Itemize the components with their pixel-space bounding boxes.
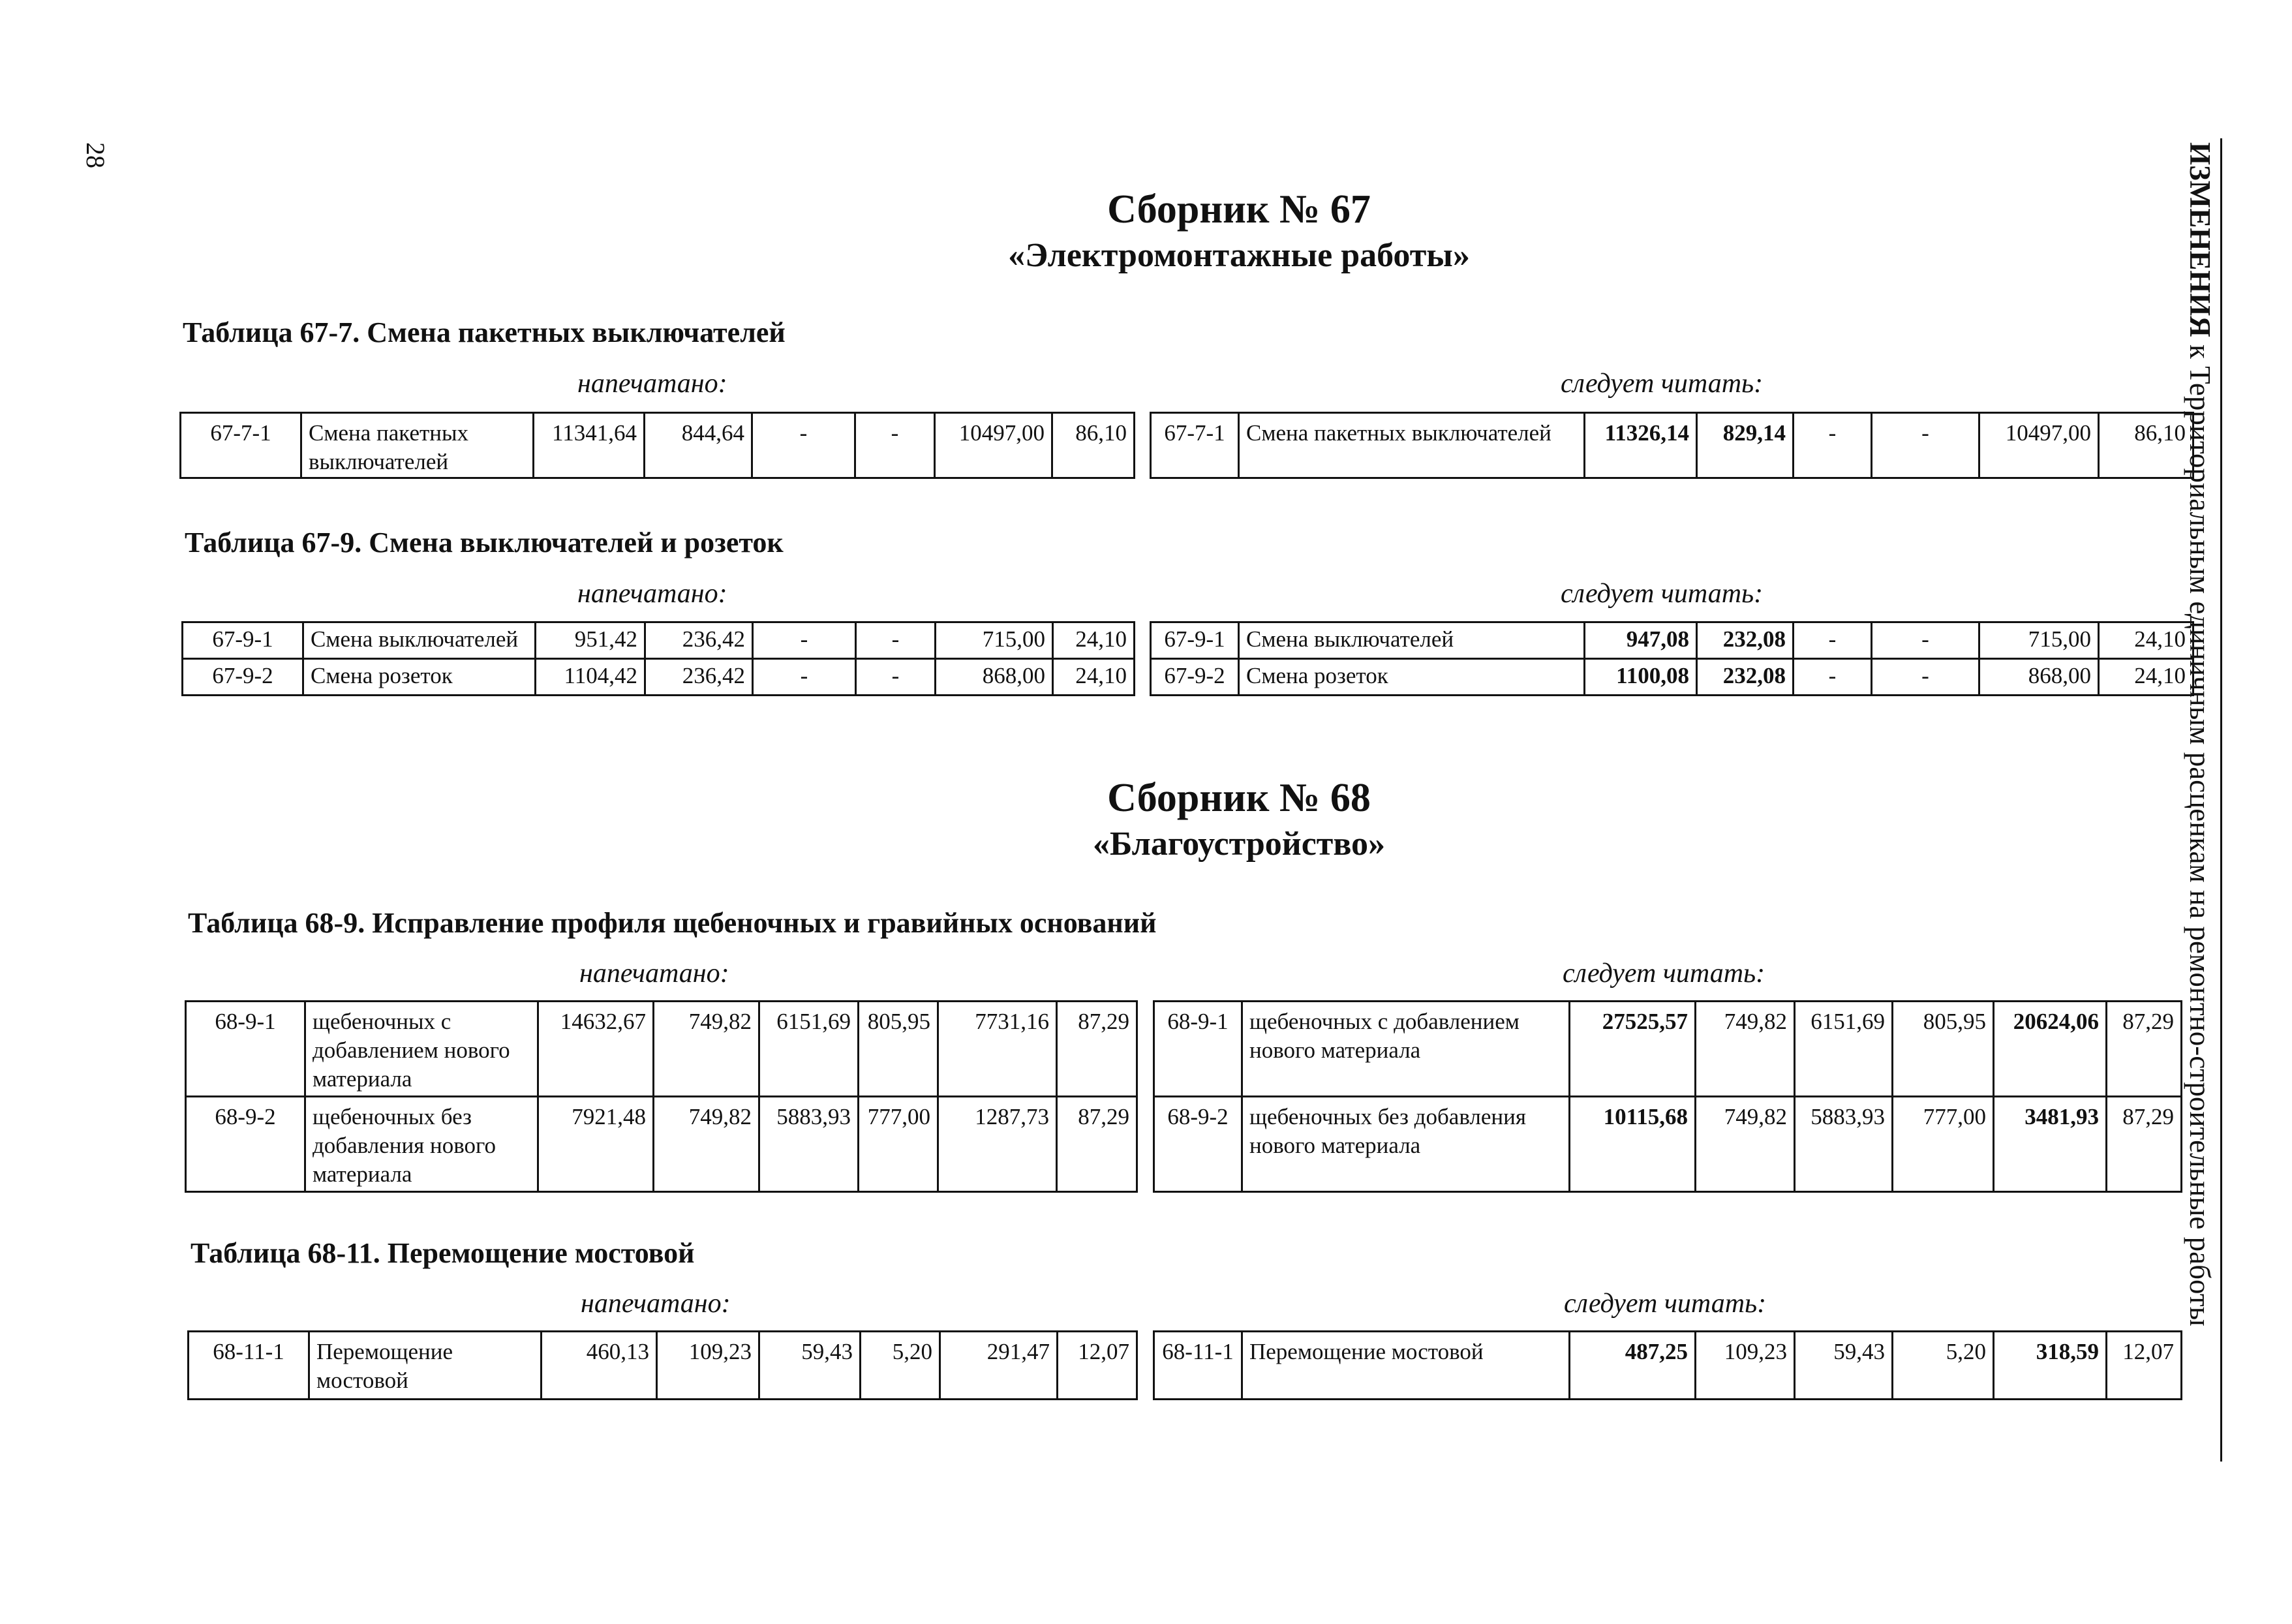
table-row	[1151, 413, 2193, 478]
value-cell: 715,00	[936, 622, 1053, 659]
value-cell: 27525,57	[1570, 1002, 1696, 1097]
value-cell: -	[856, 622, 936, 659]
side-title-strong: ИЗМЕНЕНИЯ	[2184, 142, 2216, 337]
value-cell: 232,08	[1697, 622, 1794, 659]
table-row	[183, 622, 1135, 659]
value-cell: 749,82	[654, 1097, 759, 1192]
value-cell: 1100,08	[1585, 659, 1697, 696]
table-67-7-title: Таблица 67-7. Смена пакетных выключателей	[183, 316, 786, 348]
code-cell: 67-7-1	[1151, 413, 1239, 478]
value-cell: 109,23	[1696, 1332, 1795, 1400]
value-cell: 7921,48	[538, 1097, 654, 1192]
name-cell: Перемощение мостовой	[309, 1332, 542, 1400]
code-cell: 68-9-1	[186, 1002, 305, 1097]
value-cell: 777,00	[859, 1097, 938, 1192]
value-cell: 59,43	[1795, 1332, 1893, 1400]
table-67-9-printed-caption: напечатано:	[577, 579, 727, 609]
table-68-9-printed	[185, 1000, 1138, 1193]
table-68-9-printed-caption: напечатано:	[579, 958, 729, 988]
table-68-9-read	[1153, 1000, 2182, 1193]
table-68-11-printed-caption: напечатано:	[581, 1289, 731, 1319]
value-cell: 24,10	[2099, 622, 2193, 659]
value-cell: 24,10	[1053, 622, 1135, 659]
value-cell: 86,10	[2099, 413, 2193, 478]
value-cell: -	[1872, 659, 1979, 696]
value-cell: 59,43	[759, 1332, 861, 1400]
name-cell: щебеночных без добавления нового материала	[1242, 1097, 1570, 1192]
table-67-7-read-caption: следует читать:	[1561, 369, 1764, 399]
table-68-11-printed	[187, 1330, 1138, 1400]
table-67-7-printed	[179, 412, 1135, 479]
value-cell: -	[753, 622, 856, 659]
value-cell: 20624,06	[1994, 1002, 2107, 1097]
table-68-9-title: Таблица 68-9. Исправление профиля щебеночных и гравийных оснований	[188, 907, 1157, 939]
value-cell: 715,00	[1979, 622, 2099, 659]
code-cell: 68-11-1	[189, 1332, 309, 1400]
table-row	[189, 1332, 1137, 1400]
value-cell: -	[1794, 413, 1872, 478]
value-cell: 232,08	[1697, 659, 1794, 696]
table-row	[186, 1097, 1137, 1192]
table-row	[186, 1002, 1137, 1097]
table-68-11-read	[1153, 1330, 2182, 1400]
value-cell: 24,10	[1053, 659, 1135, 696]
collection-68-subtitle: «Благоустройство»	[1092, 825, 1386, 863]
table-67-9-printed	[181, 621, 1135, 696]
table-68-9-read-caption: следует читать:	[1563, 958, 1765, 988]
name-cell: Смена выключателей	[1239, 622, 1585, 659]
value-cell: 236,42	[645, 622, 753, 659]
value-cell: -	[753, 659, 856, 696]
table-68-11-title: Таблица 68-11. Перемощение мостовой	[191, 1237, 695, 1269]
code-cell: 67-9-1	[1151, 622, 1239, 659]
collection-67-heading	[0, 184, 2292, 277]
value-cell: 11341,64	[534, 413, 645, 478]
table-67-9-read-caption: следует читать:	[1561, 579, 1764, 609]
value-cell: 6151,69	[1795, 1002, 1893, 1097]
value-cell: 87,29	[1057, 1002, 1137, 1097]
value-cell: -	[1872, 622, 1979, 659]
value-cell: 24,10	[2099, 659, 2193, 696]
value-cell: 868,00	[936, 659, 1053, 696]
value-cell: 87,29	[1057, 1097, 1137, 1192]
value-cell: -	[856, 659, 936, 696]
value-cell: 5,20	[1893, 1332, 1994, 1400]
value-cell: 291,47	[940, 1332, 1058, 1400]
table-row	[183, 659, 1135, 696]
value-cell: -	[1794, 622, 1872, 659]
value-cell: 460,13	[542, 1332, 657, 1400]
collection-68-title: Сборник № 68	[1107, 776, 1371, 820]
value-cell: 5883,93	[759, 1097, 859, 1192]
value-cell: 805,95	[1893, 1002, 1994, 1097]
value-cell: 10115,68	[1570, 1097, 1696, 1192]
value-cell: 12,07	[2107, 1332, 2182, 1400]
value-cell: 109,23	[657, 1332, 759, 1400]
value-cell: 749,82	[654, 1002, 759, 1097]
value-cell: 87,29	[2107, 1097, 2182, 1192]
value-cell: -	[1794, 659, 1872, 696]
collection-68-heading	[0, 773, 2292, 865]
value-cell: 236,42	[645, 659, 753, 696]
code-cell: 67-7-1	[181, 413, 301, 478]
value-cell: 87,29	[2107, 1002, 2182, 1097]
table-67-7-read	[1150, 412, 2194, 479]
value-cell: -	[1872, 413, 1979, 478]
value-cell: 7731,16	[938, 1002, 1057, 1097]
table-row	[181, 413, 1135, 478]
value-cell: 829,14	[1697, 413, 1794, 478]
value-cell: 11326,14	[1585, 413, 1697, 478]
name-cell: щебеночных с добавлением нового материала	[1242, 1002, 1570, 1097]
value-cell: 777,00	[1893, 1097, 1994, 1192]
table-67-7-printed-caption: напечатано:	[577, 369, 727, 399]
name-cell: Смена выключателей	[303, 622, 536, 659]
code-cell: 68-9-2	[1154, 1097, 1242, 1192]
value-cell: 86,10	[1052, 413, 1135, 478]
name-cell: щебеночных без добавления нового материала	[305, 1097, 538, 1192]
value-cell: 10497,00	[1979, 413, 2099, 478]
table-row	[1151, 659, 2193, 696]
value-cell: 6151,69	[759, 1002, 859, 1097]
table-68-11-read-caption: следует читать:	[1564, 1289, 1767, 1319]
table-row	[1154, 1332, 2182, 1400]
code-cell: 67-9-2	[183, 659, 303, 696]
value-cell: 1104,42	[536, 659, 645, 696]
value-cell: 10497,00	[935, 413, 1052, 478]
value-cell: 844,64	[645, 413, 752, 478]
name-cell: Смена пакетных выключателей	[1239, 413, 1585, 478]
name-cell: щебеночных с добавлением нового материала	[305, 1002, 538, 1097]
table-row	[1151, 622, 2193, 659]
page-number: 28	[81, 142, 110, 168]
value-cell: 14632,67	[538, 1002, 654, 1097]
code-cell: 68-11-1	[1154, 1332, 1242, 1400]
value-cell: 805,95	[859, 1002, 938, 1097]
value-cell: -	[752, 413, 855, 478]
code-cell: 68-9-2	[186, 1097, 305, 1192]
value-cell: -	[855, 413, 935, 478]
value-cell: 12,07	[1058, 1332, 1137, 1400]
name-cell: Перемощение мостовой	[1242, 1332, 1570, 1400]
value-cell: 318,59	[1994, 1332, 2107, 1400]
name-cell: Смена розеток	[303, 659, 536, 696]
value-cell: 749,82	[1696, 1097, 1795, 1192]
side-title-rest: к Территориальным единичным расценкам на ремонтно-строительные работы	[2184, 337, 2216, 1326]
value-cell: 5,20	[861, 1332, 940, 1400]
side-title	[2183, 142, 2217, 1326]
table-67-9-title: Таблица 67-9. Смена выключателей и розеток	[185, 527, 784, 559]
collection-67-subtitle: «Электромонтажные работы»	[1008, 237, 1470, 274]
name-cell: Смена розеток	[1239, 659, 1585, 696]
value-cell: 951,42	[536, 622, 645, 659]
table-67-9-read	[1150, 621, 2194, 696]
table-row	[1154, 1097, 2182, 1192]
value-cell: 868,00	[1979, 659, 2099, 696]
name-cell: Смена пакетных выключателей	[301, 413, 534, 478]
code-cell: 68-9-1	[1154, 1002, 1242, 1097]
table-row	[1154, 1002, 2182, 1097]
code-cell: 67-9-2	[1151, 659, 1239, 696]
value-cell: 1287,73	[938, 1097, 1057, 1192]
collection-67-title: Сборник № 67	[1107, 187, 1371, 232]
value-cell: 749,82	[1696, 1002, 1795, 1097]
value-cell: 947,08	[1585, 622, 1697, 659]
value-cell: 5883,93	[1795, 1097, 1893, 1192]
code-cell: 67-9-1	[183, 622, 303, 659]
value-cell: 3481,93	[1994, 1097, 2107, 1192]
value-cell: 487,25	[1570, 1332, 1696, 1400]
